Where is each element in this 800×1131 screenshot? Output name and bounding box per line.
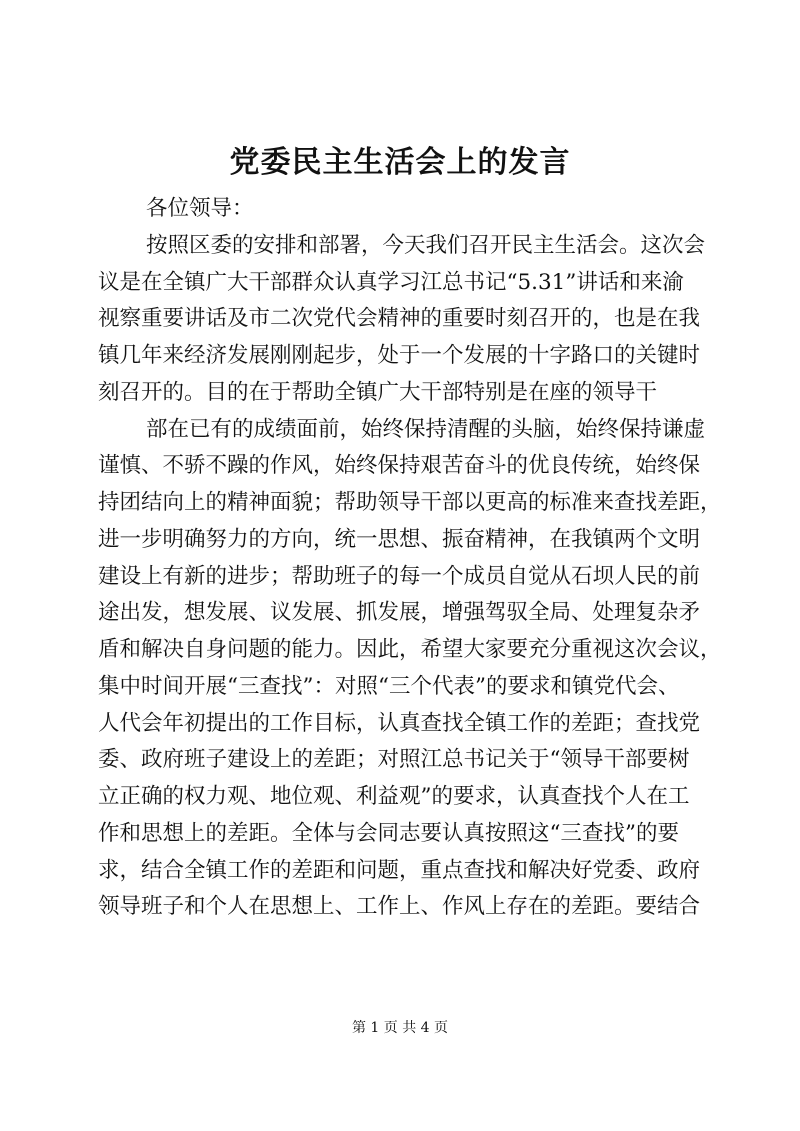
text-line: 谨慎、不骄不躁的作风，始终保持艰苦奋斗的优良传统，始终保 xyxy=(98,453,701,479)
text-line: 人代会年初提出的工作目标，认真查找全镇工作的差距；查找党 xyxy=(98,710,701,736)
text-line: 镇几年来经济发展刚刚起步，处于一个发展的十字路口的关键时 xyxy=(98,343,701,368)
text-line: 持团结向上的精神面貌；帮助领导干部以更高的标准来查找差距， xyxy=(98,490,722,515)
text-line: 盾和解决自身问题的能力。因此，希望大家要充分重视这次会议， xyxy=(98,637,722,662)
text-line: 视察重要讲话及市二次党代会精神的重要时刻召开的，也是在我 xyxy=(98,306,701,332)
text-line: 议是在全镇广大干部群众认真学习江总书记“5.31”讲话和来渝 xyxy=(98,269,684,295)
text-line: 立正确的权力观、地位观、利益观”的要求，认真查找个人在工 xyxy=(98,784,690,809)
text-line: 刻召开的。目的在于帮助全镇广大干部特别是在座的领导干 xyxy=(98,379,658,405)
text-line: 各位领导： xyxy=(146,196,254,221)
text-line: 按照区委的安排和部署，今天我们召开民主生活会。这次会 xyxy=(146,232,706,258)
text-line: 委、政府班子建设上的差距；对照江总书记关于“领导干部要树 xyxy=(98,747,690,773)
document-body xyxy=(98,191,722,926)
page-number-footer: 第 1 页 共 4 页 xyxy=(351,1020,449,1036)
text-line: 部在已有的成绩面前，始终保持清醒的头脑，始终保持谦虚 xyxy=(146,416,706,442)
text-line: 途出发，想发展、议发展、抓发展，增强驾驭全局、处理复杂矛 xyxy=(98,600,701,626)
text-line: 建设上有新的进步；帮助班子的每一个成员自觉从石坝人民的前 xyxy=(98,563,701,589)
text-line: 求，结合全镇工作的差距和问题，重点查找和解决好党委、政府 xyxy=(98,857,701,883)
text-line: 集中时间开展“三查找”：对照“三个代表”的要求和镇党代会、 xyxy=(98,673,680,699)
document-title: 党委民主生活会上的发言 xyxy=(229,145,571,180)
text-line: 作和思想上的差距。全体与会同志要认真按照这“三查找”的要 xyxy=(98,820,679,846)
text-line: 进一步明确努力的方向，统一思想、振奋精神，在我镇两个文明 xyxy=(98,526,701,552)
text-line: 领导班子和个人在思想上、工作上、作风上存在的差距。要结合 xyxy=(98,894,701,920)
